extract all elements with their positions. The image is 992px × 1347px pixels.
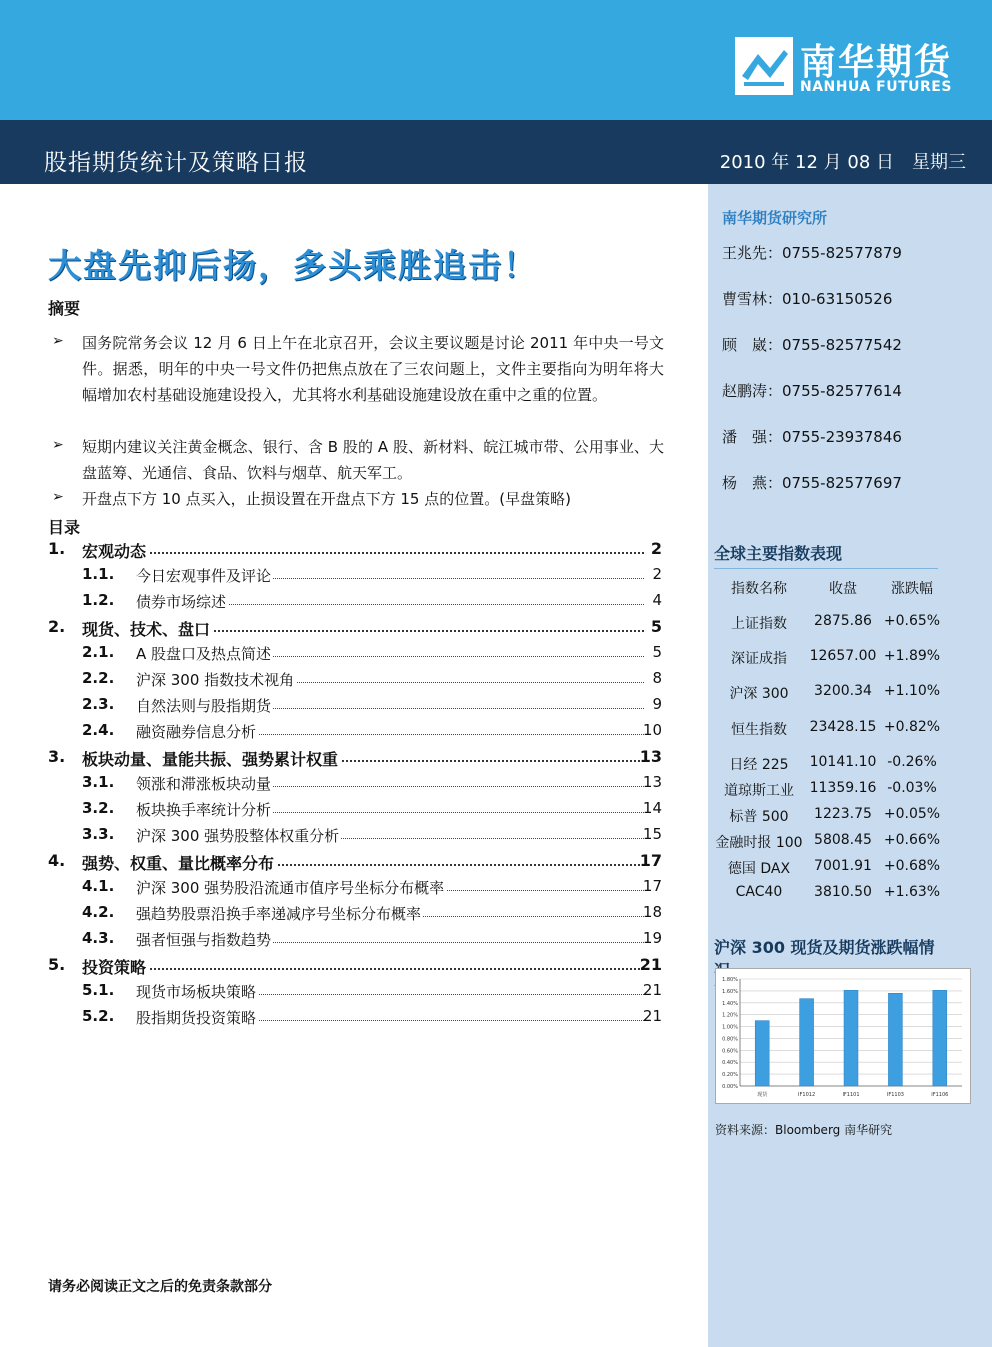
toc-entry[interactable] (48, 877, 662, 899)
abstract-bullet: 国务院常务会议 12 月 6 日上午在北京召开，会议主要议题是讨论 2011 年中央一号文件。据悉，明年的中央一号文件仍把焦点放在了三农问题上，文件主要指向为明年将大幅增加农村基础设施建设投入，尤其将水利基础设施建设放在重中之重的位置。 (82, 334, 664, 404)
toc-page: 14 (642, 799, 662, 817)
toc-page: 18 (642, 903, 662, 921)
index-row (714, 858, 940, 878)
toc-entry[interactable] (48, 929, 662, 951)
chart-x-tick-label: IF1101 (842, 1092, 860, 1098)
toc-page: 13 (642, 773, 662, 791)
index-change: +0.82% (883, 719, 941, 735)
toc-label: 强趋势股票沿换手率递减序号坐标分布概率 (136, 905, 422, 923)
toc-page: 4 (652, 591, 662, 609)
toc-number: 4.2. (82, 903, 115, 921)
toc-number: 1. (48, 539, 66, 558)
toc-entry[interactable] (48, 981, 662, 1003)
contact-entry: 曹雪林：010-63150526 (722, 290, 893, 308)
indices-table-header (714, 578, 940, 598)
contact-entry: 顾 崴：0755-82577542 (722, 336, 902, 354)
index-name: 金融时报 100 (715, 835, 803, 851)
abstract-bullet: 开盘点下方 10 点买入，止损设置在开盘点下方 15 点的位置。(早盘策略) (82, 490, 571, 508)
index-close: 11359.16 (809, 780, 877, 796)
toc-label: 自然法则与股指期货 (136, 697, 272, 715)
chart-x-tick-label: IF1012 (798, 1092, 816, 1098)
toc-entry[interactable] (48, 591, 662, 613)
col-header-change: 涨跌幅 (891, 581, 933, 597)
toc-entry[interactable] (48, 773, 662, 795)
contact-entry: 杨 燕：0755-82577697 (722, 474, 902, 492)
index-change: +1.10% (883, 683, 941, 699)
index-row (714, 683, 940, 703)
chart-y-tick-label: 0.80% (722, 1036, 738, 1043)
chart-section-title: 沪深 300 现货及期货涨跌幅情 (714, 935, 938, 986)
index-change: -0.03% (887, 780, 937, 796)
toc-number: 2.3. (82, 695, 115, 713)
toc-label: 沪深 300 强势股整体权重分析 (136, 827, 340, 845)
index-row (714, 719, 940, 739)
index-change: +0.05% (883, 806, 941, 822)
toc-number: 5.2. (82, 1007, 115, 1025)
toc-number: 1.1. (82, 565, 115, 583)
toc-number: 2.4. (82, 721, 115, 739)
toc-label: 强势、权重、量比概率分布 (82, 851, 276, 874)
toc-page: 2 (650, 539, 662, 558)
toc-entry[interactable] (48, 903, 662, 925)
toc-page: 15 (642, 825, 662, 843)
logo (734, 36, 964, 100)
index-change: -0.26% (887, 754, 937, 770)
abstract-bullet: 短期内建议关注黄金概念、银行、含 B 股的 A 股、新材料、皖江城市带、公用事业、大盘蓝筹、光通信、食品、饮料与烟草、航天军工。 (82, 438, 664, 482)
toc-label: 沪深 300 强势股沿流通市值序号坐标分布概率 (136, 879, 445, 897)
index-name: 恒生指数 (731, 722, 787, 738)
index-row (714, 754, 940, 774)
toc-label: 领涨和滞涨板块动量 (136, 775, 272, 793)
toc-entry[interactable] (48, 851, 662, 873)
headline: 大盘先抑后扬，多头乘胜追击！ (48, 246, 538, 285)
chart-y-tick-label: 1.80% (722, 977, 738, 983)
toc-page: 5 (650, 617, 662, 636)
toc-entry[interactable] (48, 539, 662, 561)
toc-page: 17 (642, 877, 662, 895)
index-close: 10141.10 (809, 754, 877, 770)
toc-number: 4. (48, 851, 66, 870)
chart-x-tick-label: IF1103 (886, 1092, 904, 1098)
index-row (714, 648, 940, 668)
chart-y-tick-label: 1.20% (722, 1012, 738, 1019)
contact-entry: 王兆先：0755-82577879 (722, 244, 902, 262)
chart-bar (888, 993, 902, 1086)
report-date: 2010 年 12 月 08 日 星期三 (719, 152, 966, 173)
index-name: 上证指数 (731, 616, 787, 632)
toc-entry[interactable] (48, 1007, 662, 1029)
index-close: 3810.50 (814, 884, 872, 900)
toc-page: 9 (652, 695, 662, 713)
toc-page: 19 (642, 929, 662, 947)
toc-number: 3.3. (82, 825, 115, 843)
contact-entry: 潘 强：0755-23937846 (722, 428, 902, 446)
index-change: +0.65% (883, 613, 941, 629)
indices-section-title: 全球主要指数表现 (714, 541, 938, 569)
toc-label: 现货、技术、盘口 (82, 617, 212, 640)
toc-number: 5. (48, 955, 66, 974)
report-title: 股指期货统计及策略日报 (44, 150, 308, 176)
toc-label: 宏观动态 (82, 539, 148, 562)
toc-entry[interactable] (48, 643, 662, 665)
toc-entry[interactable] (48, 721, 662, 743)
chart-bar (800, 999, 814, 1086)
chart-y-tick-label: 0.00% (722, 1084, 738, 1090)
contact-entry: 赵鹏涛：0755-82577614 (722, 382, 902, 400)
toc-label: 债券市场综述 (136, 593, 227, 611)
toc-page: 13 (639, 747, 662, 766)
index-change: +0.66% (883, 832, 941, 848)
toc-entry[interactable] (48, 695, 662, 717)
index-close: 3200.34 (814, 683, 872, 699)
toc-number: 2.1. (82, 643, 115, 661)
toc-label: 板块换手率统计分析 (136, 801, 272, 819)
toc-label: 投资策略 (82, 955, 148, 978)
bullet-arrow-icon: ➢ (52, 333, 64, 349)
toc-number: 5.1. (82, 981, 115, 999)
source-note: 资料来源：Bloomberg 南华研究 (715, 1123, 893, 1137)
bar-chart-container (715, 968, 971, 1104)
index-name: CAC40 (735, 884, 783, 900)
index-row (714, 780, 940, 800)
index-change: +1.63% (883, 884, 941, 900)
toc-label: 今日宏观事件及评论 (136, 567, 272, 585)
chart-x-tick-label: 现货 (757, 1092, 768, 1098)
toc-page: 21 (642, 981, 662, 999)
col-header-close: 收盘 (829, 581, 857, 597)
bullet-arrow-icon: ➢ (52, 489, 64, 505)
toc-heading: 目录 (48, 518, 81, 537)
index-name: 道琼斯工业 (724, 783, 794, 799)
index-name: 深证成指 (731, 651, 787, 667)
toc-page: 10 (642, 721, 662, 739)
chart-bar (933, 990, 947, 1086)
nanhua-logo-icon (734, 36, 794, 96)
index-name: 标普 500 (729, 809, 789, 825)
toc-entry[interactable] (48, 669, 662, 691)
toc-entry[interactable] (48, 565, 662, 587)
index-row (714, 613, 940, 633)
toc-page: 21 (642, 1007, 662, 1025)
toc-leader-dots (82, 968, 644, 970)
index-name: 德国 DAX (727, 861, 791, 877)
index-row (714, 806, 940, 826)
index-change: +0.68% (883, 858, 941, 874)
index-close: 23428.15 (809, 719, 877, 735)
toc-page: 2 (652, 565, 662, 583)
bar-chart (716, 969, 970, 1103)
chart-bar (844, 990, 858, 1086)
index-name: 日经 225 (729, 757, 789, 773)
chart-y-tick-label: 0.20% (722, 1072, 738, 1079)
logo-chinese-name: 南华期货 (800, 42, 953, 83)
toc-entry[interactable] (48, 825, 662, 847)
toc-page: 5 (652, 643, 662, 661)
index-close: 7001.91 (814, 858, 872, 874)
index-change: +1.89% (883, 648, 941, 664)
toc-number: 3. (48, 747, 66, 766)
index-close: 1223.75 (814, 806, 872, 822)
chart-y-tick-label: 1.60% (722, 988, 738, 995)
institute-name: 南华期货研究所 (722, 209, 828, 227)
chart-x-tick-label: IF1106 (931, 1092, 949, 1098)
toc-number: 2. (48, 617, 66, 636)
toc-page: 21 (639, 955, 662, 974)
chart-y-tick-label: 0.40% (722, 1060, 738, 1067)
toc-number: 3.1. (82, 773, 115, 791)
toc-label: 强者恒强与指数趋势 (136, 931, 272, 949)
index-row (714, 832, 940, 852)
toc-number: 1.2. (82, 591, 115, 609)
toc-label: 板块动量、量能共振、强势累计权重 (82, 747, 340, 770)
disclaimer-note: 请务必阅读正文之后的免责条款部分 (48, 1279, 272, 1295)
index-name: 沪深 300 (729, 686, 789, 702)
toc-label: 股指期货投资策略 (136, 1009, 257, 1027)
toc-label: 现货市场板块策略 (136, 983, 257, 1001)
bullet-arrow-icon: ➢ (52, 437, 64, 453)
toc-number: 4.3. (82, 929, 115, 947)
toc-label: A 股盘口及热点简述 (136, 645, 272, 663)
toc-entry[interactable] (48, 955, 662, 977)
toc-number: 3.2. (82, 799, 115, 817)
toc-label: 融资融券信息分析 (136, 723, 257, 741)
chart-y-tick-label: 1.00% (722, 1024, 738, 1031)
toc-page: 17 (639, 851, 662, 870)
col-header-name: 指数名称 (731, 581, 787, 597)
index-row (714, 884, 940, 904)
index-close: 2875.86 (814, 613, 872, 629)
toc-number: 2.2. (82, 669, 115, 687)
index-close: 12657.00 (809, 648, 877, 664)
toc-entry[interactable] (48, 747, 662, 769)
abstract-heading: 摘要 (48, 299, 81, 318)
chart-y-tick-label: 1.40% (722, 1000, 738, 1007)
chart-y-tick-label: 0.60% (722, 1048, 738, 1055)
toc-entry[interactable] (48, 799, 662, 821)
toc-entry[interactable] (48, 617, 662, 639)
toc-page: 8 (652, 669, 662, 687)
chart-bar (755, 1021, 769, 1086)
toc-number: 4.1. (82, 877, 115, 895)
toc-label: 沪深 300 指数技术视角 (136, 671, 295, 689)
toc-leader-dots (82, 552, 644, 554)
logo-english-name: NANHUA FUTURES (800, 79, 952, 95)
index-close: 5808.45 (814, 832, 872, 848)
